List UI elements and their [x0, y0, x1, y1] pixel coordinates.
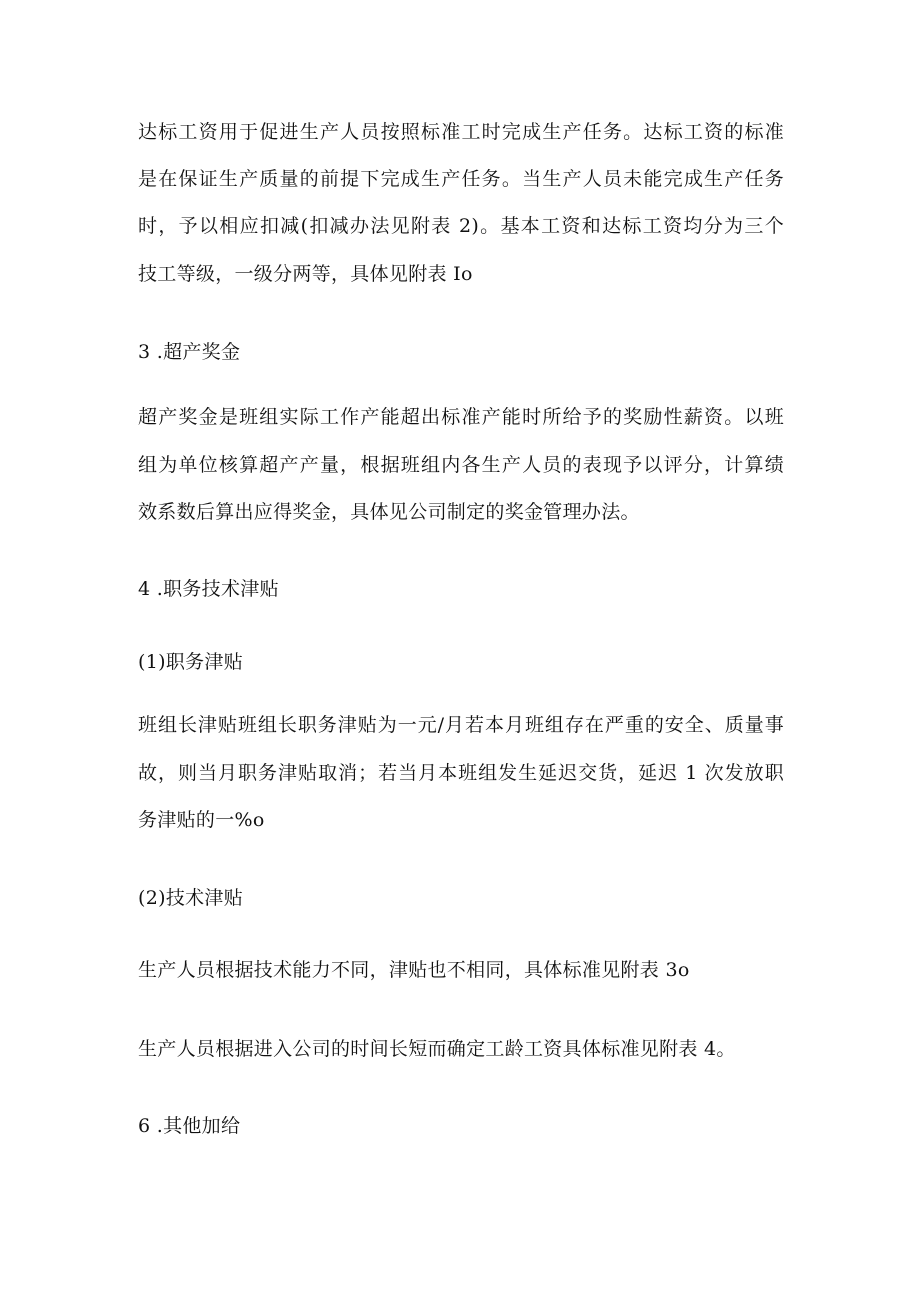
section-heading-3: 3 .超产奖金	[138, 341, 241, 363]
section-heading-6: 6 .其他加给	[138, 1115, 241, 1137]
section-heading-4: 4 .职务技术津贴	[138, 578, 279, 600]
subheading-tech-allowance: (2)技术津贴	[138, 887, 244, 909]
paragraph-line: 组为单位核算超产产量，根据班组内各生产人员的表现予以评分，计算绩	[138, 454, 784, 476]
paragraph-line: 达标工资用于促进生产人员按照标准工时完成生产任务。达标工资的标准	[138, 121, 784, 143]
paragraph-line: 技工等级，一级分两等，具体见附表 Io	[138, 263, 473, 285]
paragraph-line: 故，则当月职务津贴取消；若当月本班组发生延迟交货，延迟 1 次发放职	[138, 762, 784, 784]
paragraph-line: 生产人员根据技术能力不同，津贴也不相同，具体标准见附表 3o	[138, 959, 690, 981]
subheading-duty-allowance: (1)职务津贴	[138, 651, 244, 673]
paragraph-line: 时，予以相应扣减(扣减办法见附表 2)。基本工资和达标工资均分为三个	[138, 215, 784, 237]
paragraph-line: 超产奖金是班组实际工作产能超出标准产能时所给予的奖励性薪资。以班	[138, 406, 784, 428]
paragraph-line: 效系数后算出应得奖金，具体见公司制定的奖金管理办法。	[138, 501, 640, 523]
paragraph-line: 生产人员根据进入公司的时间长短而确定工龄工资具体标准见附表 4。	[138, 1038, 736, 1060]
paragraph-line: 是在保证生产质量的前提下完成生产任务。当生产人员未能完成生产任务	[138, 168, 784, 190]
paragraph-line: 班组长津贴班组长职务津贴为一元/月若本月班组存在严重的安全、质量事	[138, 714, 784, 736]
paragraph-line: 务津贴的一%o	[138, 809, 265, 831]
